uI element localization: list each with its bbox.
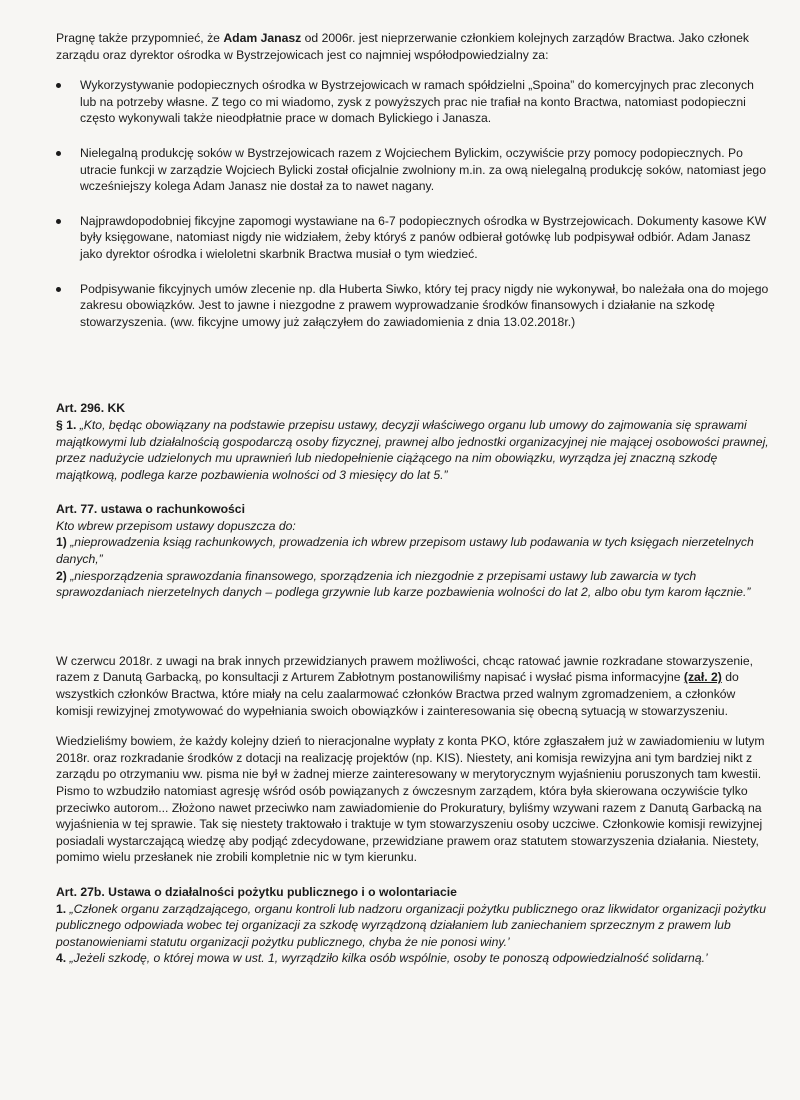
art-77-lead: Kto wbrew przepisom ustawy dopuszcza do: xyxy=(56,518,296,533)
item-number: 4. xyxy=(56,951,67,966)
art-27b-section xyxy=(56,884,772,967)
paragraph-text-start: W czerwcu 2018r. z uwagi na brak innych przewidzianych prawem możliwości, chcąc ratować jawnie rozkradane stowarzyszenie, razem z Danutą Garbacką, po konsultacji z Arturem Zabłotnym postanowiliśmy napisać i wysłać pisma informacyjne xyxy=(56,653,754,685)
paragraph-text-end: do wszystkich członków Bractwa, które miały na celu zaalarmować członków Bractwa przed walnym zgromadzeniem, a członków komisji rewizyjnej zmotywować do wypełniania swoich obowiązków i zainteresowania się obecną sytuacją w stowarzyszeniu. xyxy=(56,670,739,718)
list-item-text: Wykorzystywanie podopiecznych ośrodka w Bystrzejowicach w ramach spółdzielni „Spoina” do komercyjnych prac zleconych lub na potrzeby własne. Z tego co mi wiadomo, zysk z powyższych prac nie trafiał na konto Bractwa, natomiast podopieczni często wykonywali także nieodpłatnie prace w domach Bylickiego i Janasza. xyxy=(80,78,754,126)
list-item xyxy=(56,77,772,127)
list-item-text: Nielegalną produkcję soków w Bystrzejowicach razem z Wojciechem Bylickim, oczywiście przy pomocy podopiecznych. Po utracie funkcji w zarządzie Wojciech Bylicki został oficjalnie zwolniony m.in. za ową nielegalną produkcję soków, natomiast jego wcześniejszy kolega Adam Janasz nie dostał za to nawet nagany. xyxy=(80,145,766,194)
bullet-icon xyxy=(56,151,61,156)
attachment-reference: (zał. 2) xyxy=(683,670,722,685)
bullet-icon xyxy=(56,287,61,292)
intro-text-start: Pragnę także przypomnieć, że xyxy=(56,31,224,45)
item-number: 2) xyxy=(56,568,67,583)
art-296-section xyxy=(56,400,772,483)
art-77-item-1 xyxy=(56,534,772,567)
responsibility-list xyxy=(56,77,772,330)
list-item xyxy=(56,145,772,195)
list-item xyxy=(56,213,772,263)
art-77-heading: Art. 77. ustawa o rachunkowości xyxy=(56,502,245,517)
art-77-item-1-text: „nieprowadzenia ksiąg rachunkowych, prowadzenia ich wbrew przepisom ustawy lub podawania w tych księgach nierzetelnych danych,” xyxy=(56,535,754,567)
list-item xyxy=(56,281,772,331)
list-item-text: Podpisywanie fikcyjnych umów zlecenie np. dla Huberta Siwko, który tej pracy nigdy nie wykonywał, bo należała ona do mojego zakresu obowiązków. Jest to jawne i niezgodne z prawem wyprowadzanie środków finansowych i działanie na szkodę stowarzyszenia. (ww. fikcyjne umowy już załączyłem do zawiadomienia z dnia 13.02.2018r.) xyxy=(80,281,769,329)
item-number: 1) xyxy=(56,535,67,550)
intro-paragraph xyxy=(56,30,772,63)
art-296-text xyxy=(56,417,772,483)
art-296-heading: Art. 296. KK xyxy=(56,401,126,416)
paragraph-label: § 1. xyxy=(56,417,77,432)
art-27b-item-4 xyxy=(56,950,772,967)
june-2018-paragraph xyxy=(56,653,772,719)
bullet-icon xyxy=(56,219,61,224)
intro-text-end: od 2006r. jest nieprzerwanie członkiem kolejnych zarządów Bractwa. Jako członek zarządu oraz dyrektor ośrodka w Bystrzejowicach jest co najmniej współodpowiedzialny za: xyxy=(56,31,750,62)
item-number: 1. xyxy=(56,901,67,916)
intro-person-name: Adam Janasz xyxy=(223,31,302,45)
art-296-quote: „Kto, będąc obowiązany na podstawie przepisu ustawy, decyzji właściwego organu lub umowy do zajmowania się sprawami majątkowymi lub działalnością gospodarczą osoby fizycznej, prawnej albo jednostki organizacyjnej nie mającej osobowości prawnej, przez nadużycie udzielonych mu uprawnień lub niedopełnienie ciążącego na nim obowiązku, wyrządza jej znaczną szkodę majątkową, podlega karze pozbawienia wolności od 3 miesięcy do lat 5.” xyxy=(56,417,769,482)
art-27b-item-4-text: „Jeżeli szkodę, o której mowa w ust. 1, wyrządziło kilka osób wspólnie, osoby te ponoszą odpowiedzialność solidarną.’ xyxy=(66,951,708,966)
list-item-text: Najprawdopodobniej fikcyjne zapomogi wystawiane na 6-7 podopiecznych ośrodka w Bystrzejowicach. Dokumenty kasowe KW były księgowane, natomiast nigdy nie widziałem, żeby któryś z panów odbierał gotówkę lub podpisywał odbiór. Adam Janasz jako dyrektor ośrodka i wieloletni skarbnik Bractwa musiał o tym wiedzieć. xyxy=(80,213,767,261)
art-77-section xyxy=(56,501,772,601)
art-27b-heading: Art. 27b. Ustawa o działalności pożytku publicznego i o wolontariacie xyxy=(56,884,457,899)
art-77-item-2-text: „niesporządzenia sprawozdania finansowego, sporządzenia ich niezgodnie z przepisami ustawy lub zawarcia w tych sprawozdaniach nierzetelnych danych – podlega grzywnie lub karze pozbawienia wolności do lat 2, albo obu tym karom łącznie.” xyxy=(56,568,751,600)
art-77-item-2 xyxy=(56,568,772,601)
art-27b-item-1-text: „Członek organu zarządzającego, organu kontroli lub nadzoru organizacji pożytku publicznego oraz likwidator organizacji pożytku publicznego odpowiada wobec tej organizacji za szkodę wyrządzoną działaniem lub zaniechaniem sprzecznym z prawem lub postanowieniami statutu organizacji pożytku publicznego, chyba że nie ponosi winy.’ xyxy=(56,901,766,949)
audit-commission-paragraph: Wiedzieliśmy bowiem, że każdy kolejny dzień to nieracjonalne wypłaty z konta PKO, które zgłaszałem już w zawiadomieniu w lutym 2018r. oraz rozkradanie środków z dotacji na realizację projektów (np. KIS). Niestety, ani komisja rewizyjna ani tym bardziej nikt z zarządu po otrzymaniu ww. pisma nie był w żadnej mierze zainteresowany w merytorycznym wyjaśnieniu poruszonych tam kwestii. Pismo to wzbudziło natomiast agresję wśród osób powiązanych z ówczesnym zarządem, która była skierowana oczywiście tylko przeciwko autorom... Złożono nawet przeciwko nam zawiadomienie do Prokuratury, byliśmy wzywani razem z Danutą Garbacką na wyjaśnienia w tej sprawie. Tak się niestety traktowało i traktuje w tym stowarzyszeniu osoby uczciwe. Członkowie komisji rewizyjnej posiadali wystarczającą wiedzę aby podjąć zdecydowane, przewidziane prawem oraz statutem stowarzyszenia działania. Niestety, pomimo wielu przesłanek nie zrobili kompletnie nic w tym kierunku. xyxy=(56,734,765,865)
bullet-icon xyxy=(56,83,61,88)
art-27b-item-1 xyxy=(56,901,772,951)
